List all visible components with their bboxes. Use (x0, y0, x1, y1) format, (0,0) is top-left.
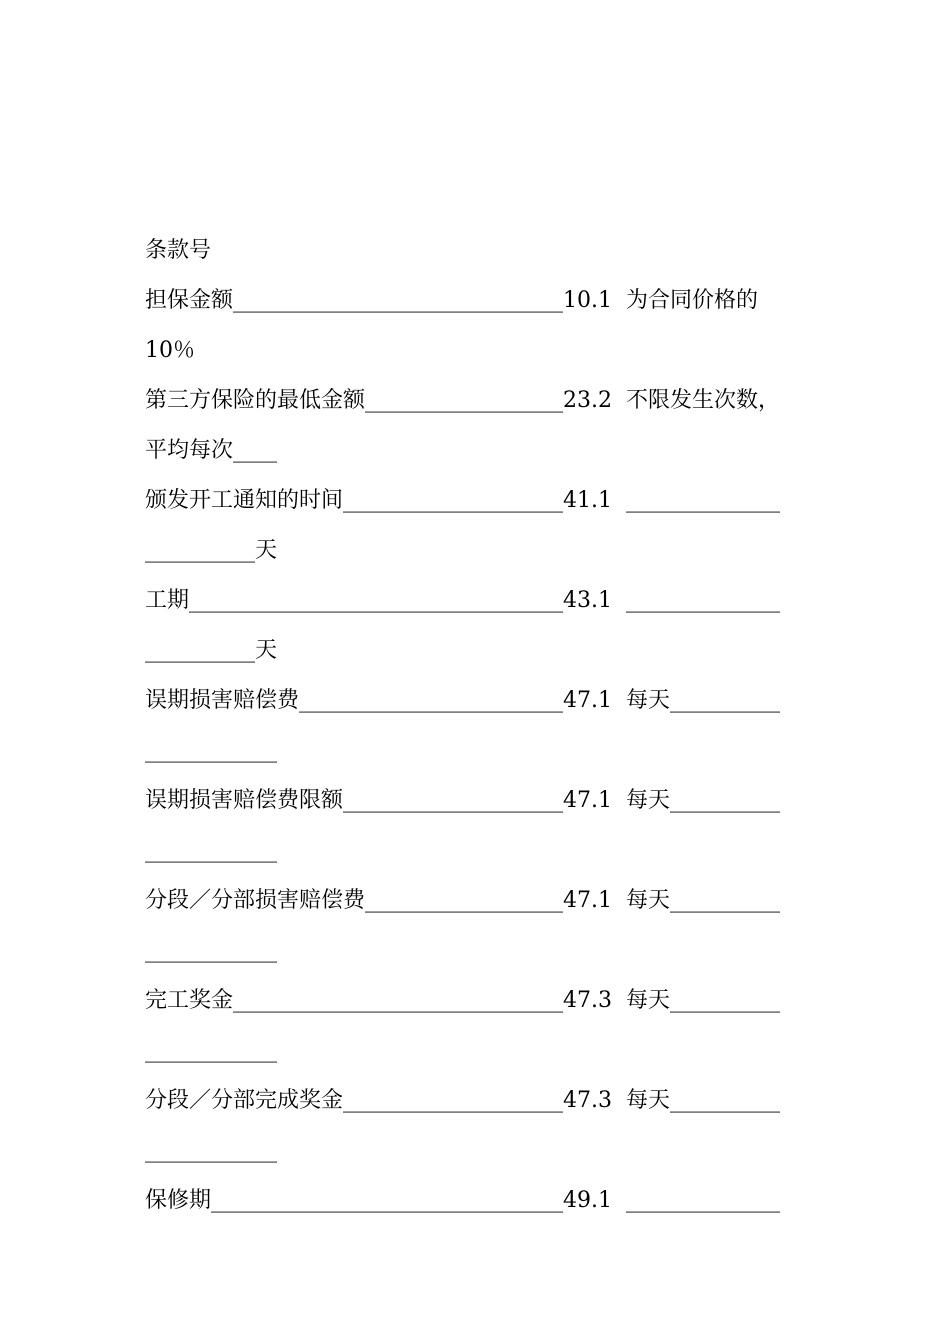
clause-number-heading: 条款号 (145, 238, 212, 263)
completion-bonus-line: 完工奖金______________________________47.3 每天__________ (145, 988, 780, 1013)
guarantee-amount-line: 担保金额______________________________10.1 为合同价格的 (145, 288, 758, 313)
delay-damages-line: 误期损害赔偿费________________________47.1 每天__________ (145, 688, 780, 713)
warranty-period-line: 保修期________________________________49.1 ______________ (145, 1188, 780, 1213)
third-party-insurance-cont: 平均每次____ (145, 438, 278, 463)
construction-period-cont: __________天 (145, 638, 278, 663)
commencement-notice-line: 颁发开工通知的时间____________________41.1 ______________ (145, 488, 780, 513)
section-completion-bonus-cont: ____________ (145, 1138, 277, 1163)
third-party-insurance-line: 第三方保险的最低金额__________________23.2 不限发生次数， (145, 388, 780, 413)
section-completion-bonus-line: 分段／分部完成奖金____________________47.3 每天__________ (145, 1088, 780, 1113)
construction-period-line: 工期__________________________________43.1 ______________ (145, 588, 780, 613)
commencement-notice-cont: __________天 (145, 538, 278, 563)
delay-damages-cont: ____________ (145, 738, 277, 763)
completion-bonus-cont: ____________ (145, 1038, 277, 1063)
section-damages-line: 分段／分部损害赔偿费__________________47.1 每天__________ (145, 888, 780, 913)
section-damages-cont: ____________ (145, 938, 277, 963)
delay-damages-limit-line: 误期损害赔偿费限额____________________47.1 每天__________ (145, 788, 780, 813)
document-page (145, 226, 810, 1226)
delay-damages-limit-cont: ____________ (145, 838, 277, 863)
guarantee-amount-cont: 10％ (145, 338, 195, 363)
